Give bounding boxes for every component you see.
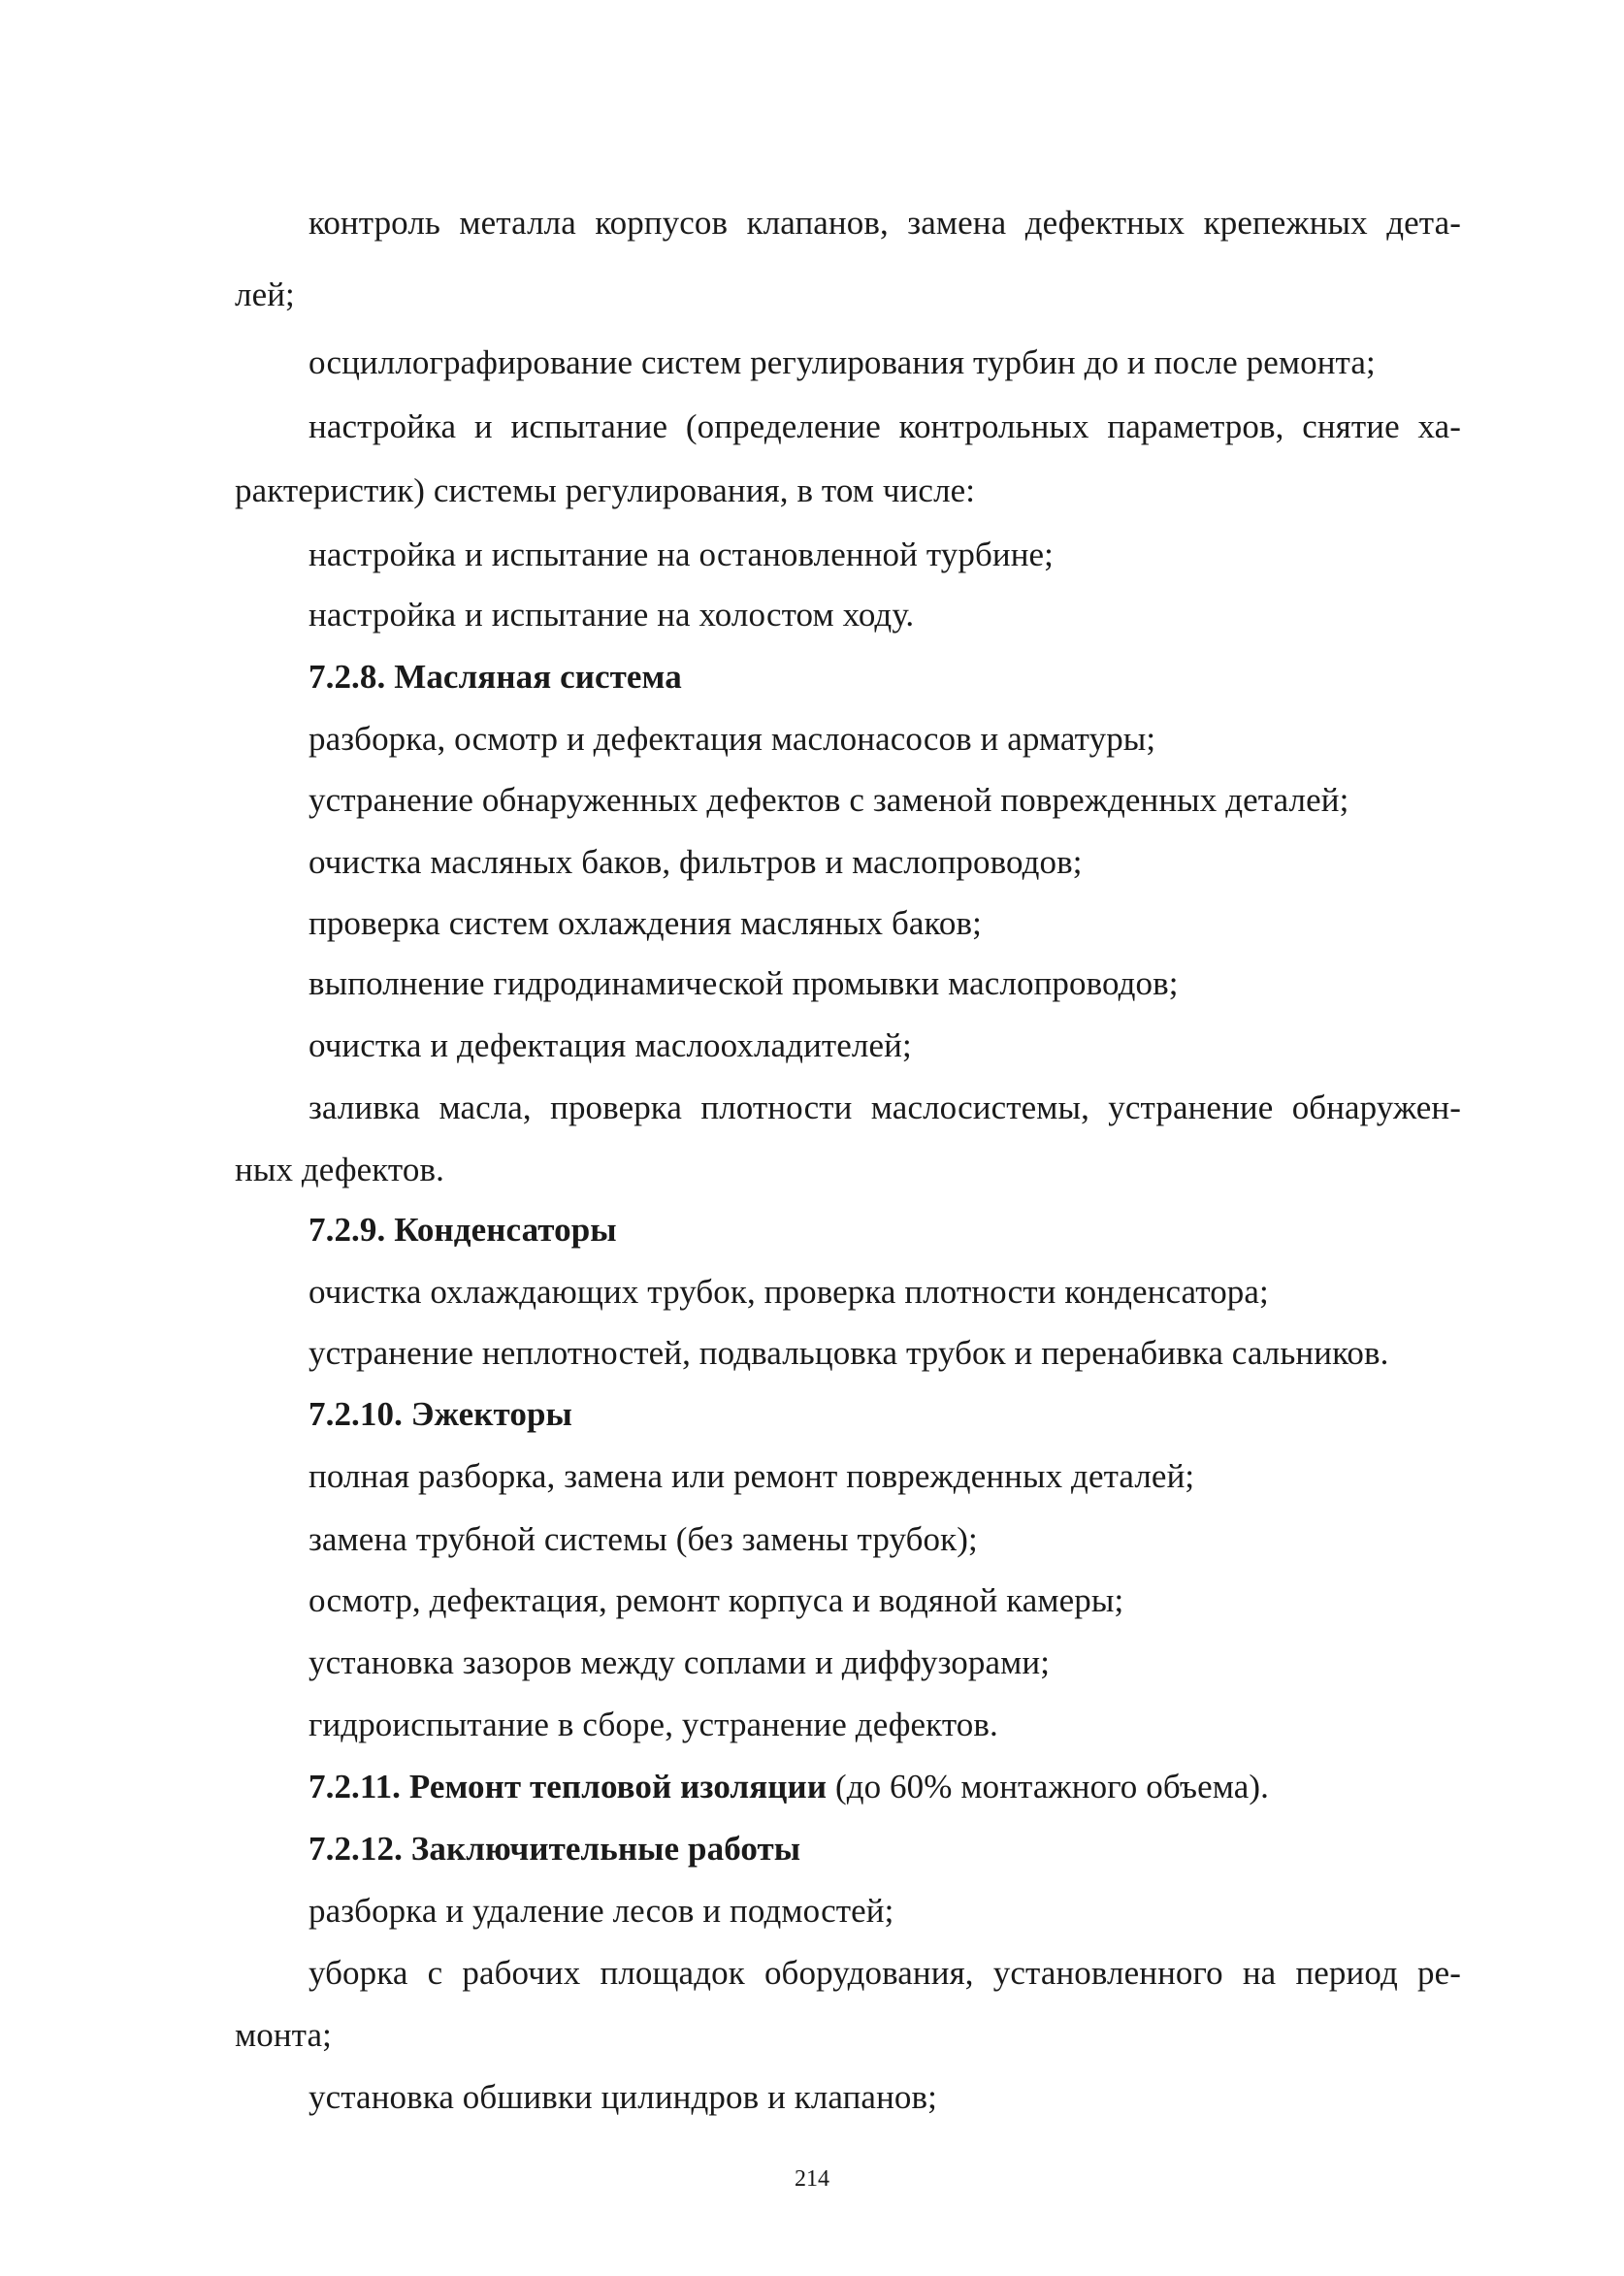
text-line: осмотр, дефектация, ремонт корпуса и водяной камеры; bbox=[309, 1581, 1124, 1619]
text-line: разборка и удаление лесов и подмостей; bbox=[309, 1892, 894, 1930]
text-line: контроль металла корпусов клапанов, замена дефектных крепежных дета- bbox=[309, 204, 1461, 242]
text-line: очистка и дефектация маслоохладителей; bbox=[309, 1026, 912, 1064]
section-heading-7-2-11-title: 7.2.11. Ремонт тепловой изоляции bbox=[309, 1768, 828, 1805]
text-line: рактеристик) системы регулирования, в том числе: bbox=[235, 471, 976, 509]
text-line: монта; bbox=[235, 2016, 332, 2054]
text-line: настройка и испытание (определение контрольных параметров, снятие ха- bbox=[309, 407, 1461, 445]
text-line: лей; bbox=[235, 276, 295, 313]
text-line: настройка и испытание на остановленной турбине; bbox=[309, 536, 1054, 573]
text-line: осциллографирование систем регулирования турбин до и после ремонта; bbox=[309, 343, 1376, 381]
text-line: ных дефектов. bbox=[235, 1151, 444, 1188]
section-heading-7-2-11-note: (до 60% монтажного объема). bbox=[827, 1768, 1269, 1805]
text-line: замена трубной системы (без замены трубок); bbox=[309, 1520, 978, 1558]
page-number: 214 bbox=[795, 2166, 829, 2192]
section-heading-7-2-10: 7.2.10. Эжекторы bbox=[309, 1395, 572, 1433]
text-line: очистка охлаждающих трубок, проверка плотности конденсатора; bbox=[309, 1273, 1269, 1311]
section-heading-7-2-9: 7.2.9. Конденсаторы bbox=[309, 1211, 617, 1249]
text-line: настройка и испытание на холостом ходу. bbox=[309, 596, 915, 634]
text-line: установка обшивки цилиндров и клапанов; bbox=[309, 2078, 937, 2116]
section-heading-7-2-8: 7.2.8. Масляная система bbox=[309, 658, 682, 696]
text-line: выполнение гидродинамической промывки маслопроводов; bbox=[309, 964, 1179, 1002]
section-heading-7-2-11 bbox=[309, 1766, 1269, 1808]
text-line: заливка масла, проверка плотности маслосистемы, устранение обнаружен- bbox=[309, 1089, 1461, 1126]
text-line: проверка систем охлаждения масляных баков; bbox=[309, 904, 982, 942]
section-heading-7-2-12: 7.2.12. Заключительные работы bbox=[309, 1830, 801, 1868]
text-line: гидроиспытание в сборе, устранение дефектов. bbox=[309, 1706, 998, 1743]
text-line: устранение обнаруженных дефектов с заменой поврежденных деталей; bbox=[309, 781, 1349, 819]
text-line: устранение неплотностей, подвальцовка трубок и перенабивка сальников. bbox=[309, 1334, 1389, 1372]
text-line: очистка масляных баков, фильтров и маслопроводов; bbox=[309, 843, 1083, 881]
text-line: установка зазоров между соплами и диффузорами; bbox=[309, 1643, 1051, 1681]
text-line: уборка с рабочих площадок оборудования, установленного на период ре- bbox=[309, 1954, 1461, 1992]
text-line: полная разборка, замена или ремонт поврежденных деталей; bbox=[309, 1457, 1195, 1495]
text-line: разборка, осмотр и дефектация маслонасосов и арматуры; bbox=[309, 720, 1156, 758]
